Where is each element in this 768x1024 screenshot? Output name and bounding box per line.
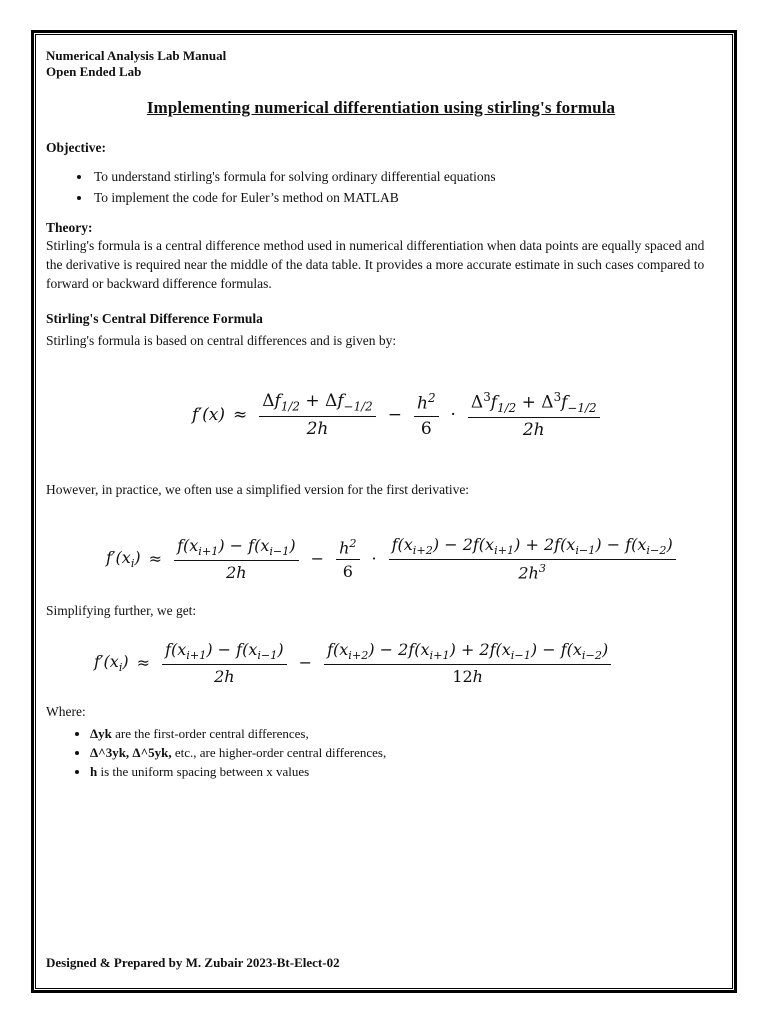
simplified-formula: $f'(x_i)$ ≈ $\frac{f(x_{i+1}) - f(x_{i-1})}{2h}$ − $\frac{h^2}{6}$ · $\frac{f(x_{i+2}) - 2f(x_{i+1}) + 2f(x_{i-1}) - f(x_{i-2})}{2h^3}$ [106, 535, 716, 583]
list-item: • To understand stirling's formula for solving ordinary differential equations [92, 166, 716, 187]
however-paragraph: However, in practice, we often use a simplified version for the first derivative: [46, 482, 470, 498]
term: h [90, 763, 98, 779]
definition: is the uniform spacing between x values [97, 763, 310, 779]
stirling-heading: Stirling's Central Difference Formula [46, 311, 263, 326]
theory-heading: Theory: [46, 220, 93, 235]
objective-heading: Objective: [46, 140, 106, 155]
manual-title: Numerical Analysis Lab Manual [46, 48, 227, 63]
document-page [46, 48, 716, 781]
where-list [46, 724, 716, 781]
definition: etc., are higher-order central differences, [171, 744, 387, 760]
stirling-intro: Stirling's formula is based on central differences and is given by: [46, 333, 397, 348]
list-item [90, 743, 716, 762]
term: Δyk [90, 725, 112, 741]
final-formula: $f'(x_i)$ ≈ $\frac{f(x_{i+1}) - f(x_{i-1})}{2h}$ − $\frac{f(x_{i+2}) - 2f(x_{i+1}) + 2f(x_{i-1}) - f(x_{i-2})}{12h}$ [94, 640, 716, 686]
list-item [90, 762, 716, 781]
theory-paragraph: Stirling's formula is a central difference method used in numerical differentiation when data points are equally spaced and the derivative is required near the middle of the data table. It provides a more accurate estimate in such cases compared to forward or backward difference formulas. [46, 238, 705, 291]
where-heading: Where: [46, 703, 86, 719]
term: Δ^3yk, Δ^5yk, [90, 744, 172, 760]
lab-type: Open Ended Lab [46, 64, 142, 79]
definition: are the first-order central differences, [111, 725, 309, 741]
list-item: • To implement the code for Euler’s method on MATLAB [92, 187, 716, 208]
page-title: Implementing numerical differentiation using stirling's formula [146, 98, 616, 117]
stirling-formula: f′(x) ≈ $\frac{\Delta f_{1/2} + \Delta f_{-1/2}}{2h}$ − $\frac{h^2}{6}$ · $\frac{\Delta^3f_{1/2} + \Delta^3f_{-1/2}}{2h}$ [192, 390, 716, 440]
list-item [90, 724, 716, 743]
objective-list [46, 166, 716, 208]
footer-credit: Designed & Prepared by M. Zubair 2023-Bt-Elect-02 [46, 955, 340, 970]
simplifying-paragraph: Simplifying further, we get: [46, 602, 197, 618]
